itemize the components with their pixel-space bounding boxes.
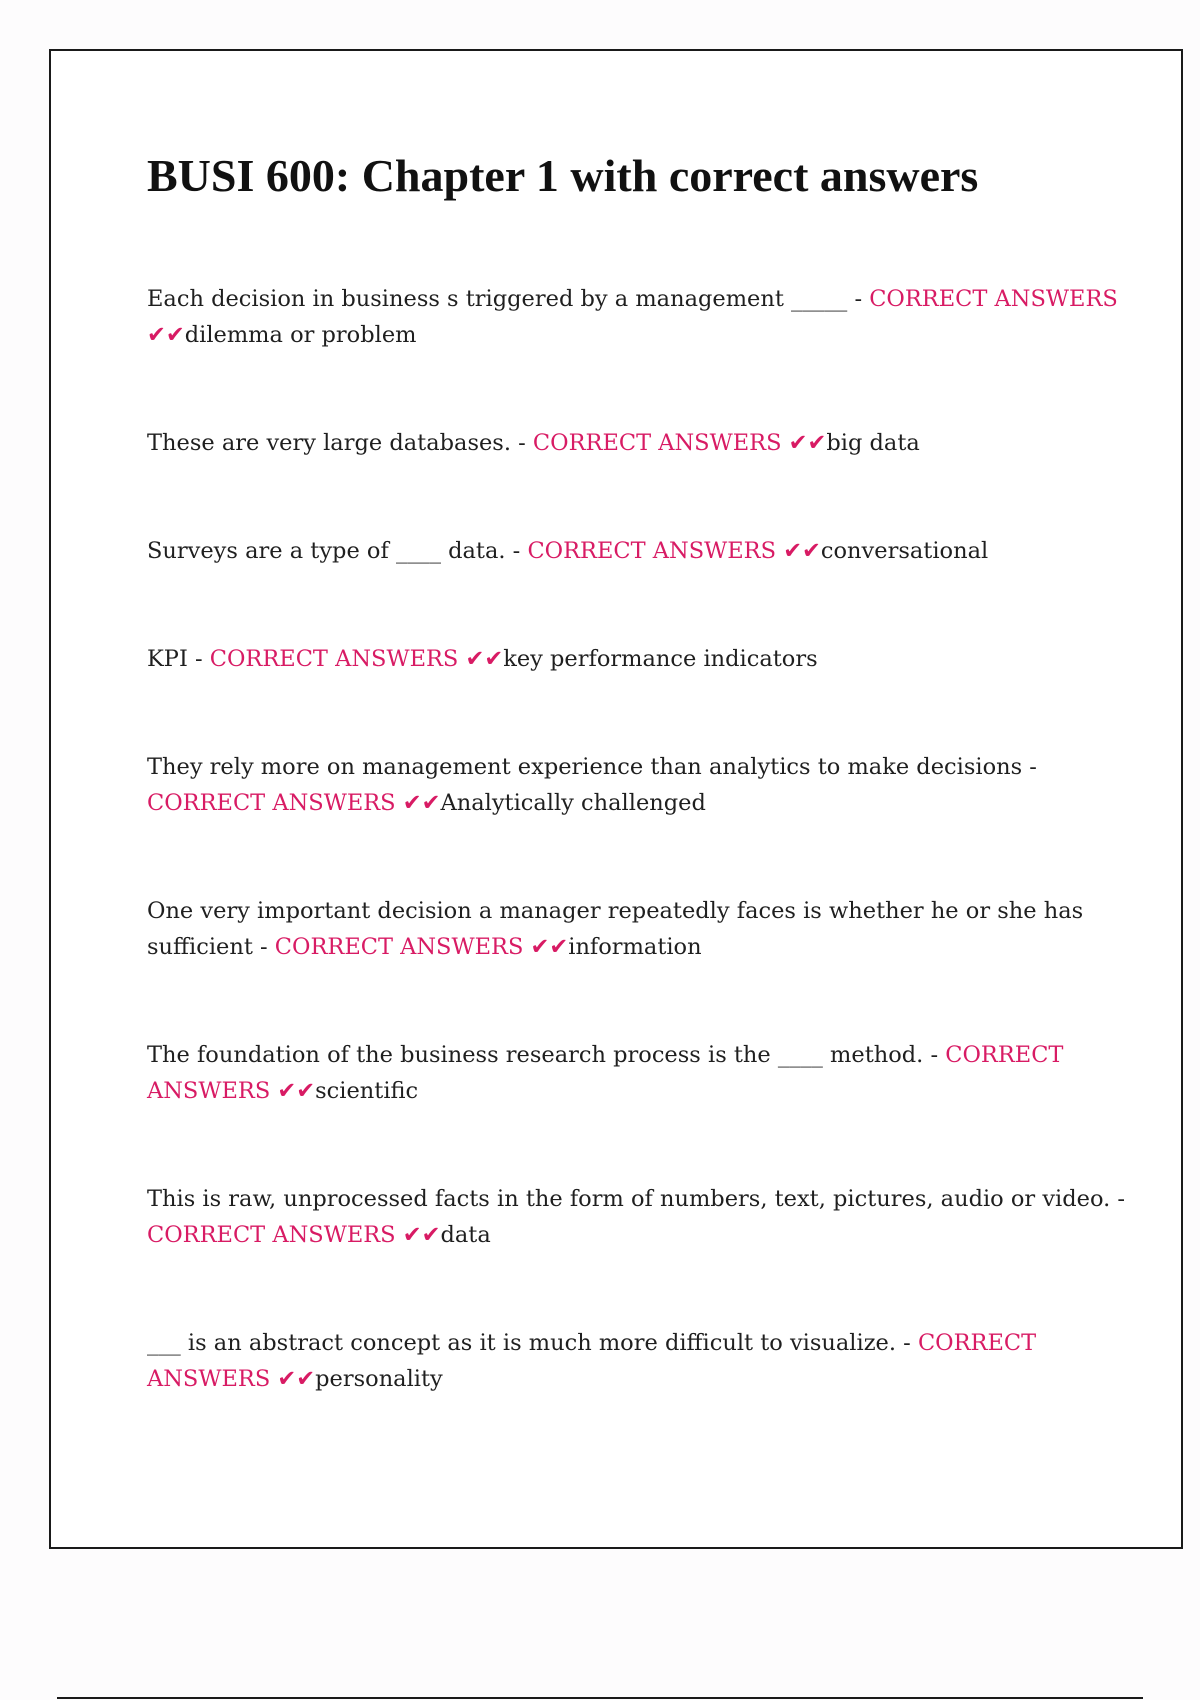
answer-text: conversational bbox=[820, 538, 989, 564]
answer-text: key performance indicators bbox=[503, 646, 818, 672]
correct-answer-tag: CORRECT ANSWERS ✔✔ bbox=[274, 934, 569, 960]
qa-item bbox=[147, 425, 1137, 461]
question-text: These are very large databases. - bbox=[147, 430, 533, 456]
question-text: ___ is an abstract concept as it is much more difficult to visualize. - bbox=[147, 1330, 918, 1356]
answer-text: Analytically challenged bbox=[440, 790, 706, 816]
correct-answer-tag: CORRECT ANSWERS ✔✔ bbox=[147, 1042, 1064, 1104]
correct-answer-tag: CORRECT ANSWERS ✔✔ bbox=[527, 538, 821, 564]
question-text: Surveys are a type of ____ data. - bbox=[147, 538, 528, 564]
qa-item bbox=[147, 1037, 1137, 1109]
answer-text: data bbox=[440, 1222, 491, 1248]
question-text: They rely more on management experience than analytics to make decisions - bbox=[147, 754, 1037, 780]
qa-item bbox=[147, 893, 1137, 965]
answer-text: big data bbox=[826, 430, 920, 456]
answer-text: dilemma or problem bbox=[184, 322, 417, 348]
qa-item bbox=[147, 749, 1137, 821]
correct-answer-tag: CORRECT ANSWERS ✔✔ bbox=[147, 286, 1118, 348]
question-text: The foundation of the business research process is the ____ method. - bbox=[147, 1042, 946, 1068]
correct-answer-tag: CORRECT ANSWERS ✔✔ bbox=[209, 646, 504, 672]
qa-item bbox=[147, 533, 1137, 569]
question-text: This is raw, unprocessed facts in the form of numbers, text, pictures, audio or video. - bbox=[147, 1186, 1126, 1212]
question-text: KPI - bbox=[147, 646, 210, 672]
correct-answer-tag: CORRECT ANSWERS ✔✔ bbox=[147, 1222, 441, 1248]
answer-text: personality bbox=[315, 1366, 443, 1392]
qa-item bbox=[147, 281, 1137, 353]
question-text: One very important decision a manager repeatedly faces is whether he or she has sufficient - bbox=[147, 898, 1084, 960]
qa-item bbox=[147, 1181, 1137, 1253]
document-page bbox=[49, 49, 1183, 1549]
correct-answer-tag: CORRECT ANSWERS ✔✔ bbox=[147, 790, 441, 816]
correct-answer-tag: CORRECT ANSWERS ✔✔ bbox=[532, 430, 827, 456]
next-page-border bbox=[57, 1697, 1143, 1699]
answer-text: information bbox=[568, 934, 702, 960]
correct-answer-tag: CORRECT ANSWERS ✔✔ bbox=[147, 1330, 1037, 1392]
page-title: BUSI 600: Chapter 1 with correct answers bbox=[147, 150, 979, 201]
answer-text: scientific bbox=[315, 1078, 419, 1104]
qa-item bbox=[147, 1325, 1137, 1397]
qa-item bbox=[147, 641, 1137, 677]
qa-list bbox=[147, 281, 1137, 1397]
question-text: Each decision in business s triggered by a management _____ - bbox=[147, 286, 870, 312]
